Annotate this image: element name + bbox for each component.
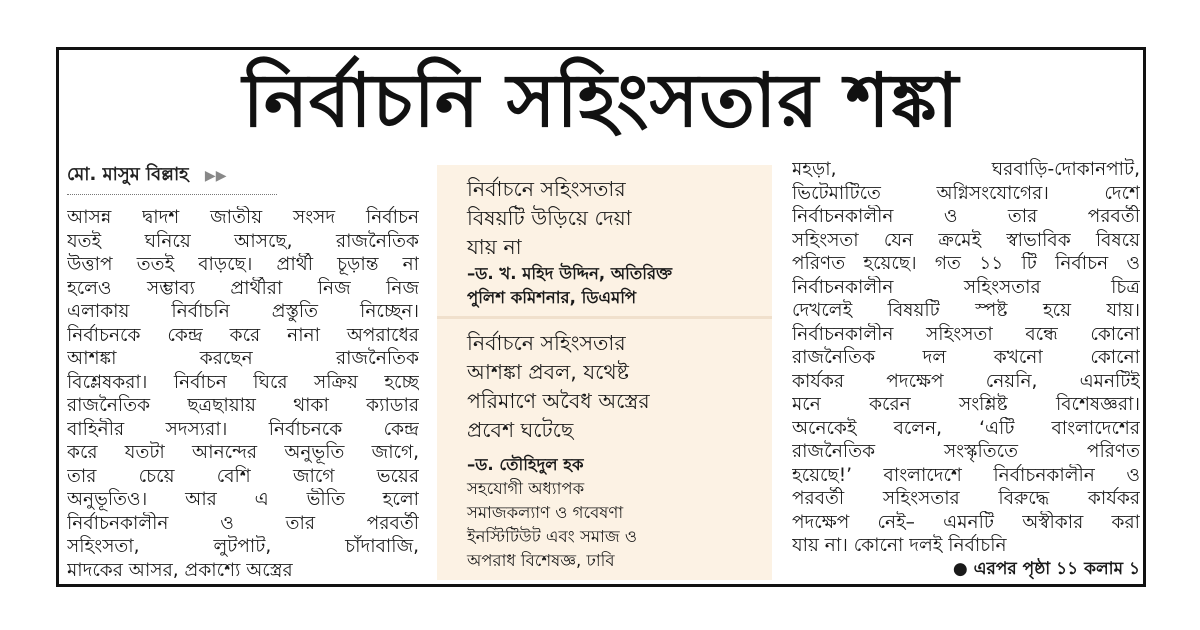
text-line: হয়েছে!’ বাংলাদেশে নির্বাচনকালীন ও <box>792 464 1140 486</box>
text-line: মাদকের আসর, প্রকাশ্যে অস্ত্রের <box>67 559 293 581</box>
text-line: নির্বাচনকালীন ও তার পরবর্তী <box>67 512 419 534</box>
text-line: আসন্ন দ্বাদশ জাতীয় সংসদ নির্বাচন <box>67 207 419 228</box>
right-column <box>792 158 1140 581</box>
quote-text: প্রবেশ ঘটেছে <box>467 418 574 442</box>
text-line: তার চেয়ে বেশি জাগে ভয়ের <box>67 465 419 487</box>
quote-role: সমাজকল্যাণ ও গবেষণা <box>467 503 624 522</box>
quote-role: সহযোগী অধ্যাপক <box>467 479 585 498</box>
text-line: অনুভূতিও। আর এ ভীতি হলো <box>67 489 419 510</box>
quote-text: আশঙ্কা প্রবল, যথেষ্ট <box>467 360 629 384</box>
quote-attribution: –ড. খ. মহিদ উদ্দিন, অতিরিক্ত <box>467 264 673 283</box>
quote-text: বিষয়টি উড়িয়ে দেয়া <box>467 206 632 230</box>
text-line: মহড়া, ঘরবাড়ি-দোকানপাট, <box>792 159 1140 180</box>
byline <box>67 160 277 195</box>
quote-role: ইনস্টিটিউট এবং সমাজ ও <box>467 527 638 546</box>
quote-text: পরিমাণে অবৈধ অস্ত্রের <box>467 389 650 413</box>
text-line: নির্বাচনকালীন ও তার পরবর্তী <box>792 206 1140 227</box>
text-line: যতই ঘনিয়ে আসছে, রাজনৈতিক <box>67 230 419 252</box>
text-line: পরবর্তী সহিংসতার বিরুদ্ধে কার্যকর <box>792 488 1140 509</box>
text-line: ভিটেমাটিতে অগ্নিসংযোগের। দেশে <box>792 182 1140 204</box>
author-name: মো. মাসুম বিল্লাহ <box>67 164 189 185</box>
pull-quote <box>437 165 772 310</box>
text-line: হলেও সম্ভাব্য প্রার্থীরা নিজ নিজ <box>67 277 419 299</box>
pull-quote <box>437 319 772 573</box>
text-line: নির্বাচনকে কেন্দ্র করে নানা অপরাধের <box>67 324 419 346</box>
quote-attribution: পুলিশ কমিশনার, ডিএমপি <box>467 288 637 307</box>
headline: নির্বাচনি সহিংসতার শঙ্কা <box>242 58 960 144</box>
quote-text: নির্বাচনে সহিংসতার <box>467 177 626 201</box>
left-column <box>67 206 419 582</box>
text-line: রাজনৈতিক দল কখনো কোনো <box>792 347 1140 368</box>
news-clipping <box>56 47 1146 587</box>
spacer <box>467 445 772 453</box>
text-line: নির্বাচনকালীন সহিংসতার চিত্র <box>792 276 1140 298</box>
text-line: দেখলেই বিষয়টি স্পষ্ট হয়ে যায়। <box>792 300 1140 321</box>
text-line: বিশ্লেষকরা। নির্বাচন ঘিরে সক্রিয় হচ্ছে <box>67 371 419 393</box>
quote-box <box>437 165 772 580</box>
text-line: পদক্ষেপ নেই– এমনটি অস্বীকার করা <box>792 511 1140 533</box>
quote-text: যায় না <box>467 235 522 259</box>
text-line: নির্বাচনকালীন সহিংসতা বন্ধে কোনো <box>792 323 1140 345</box>
text-line: আশঙ্কা করছেন রাজনৈতিক <box>67 348 419 369</box>
text-line: যায় না। কোনো দলই নির্বাচনি <box>792 535 1007 556</box>
text-line: অনেকেই বলেন, ‘এটি বাংলাদেশের <box>792 417 1140 439</box>
quote-attribution: –ড. তৌহিদুল হক <box>467 455 584 474</box>
text-line: সহিংসতা যেন ক্রমেই স্বাভাবিক বিষয়ে <box>792 229 1140 251</box>
text-line: বাহিনীর সদস্যরা। নির্বাচনকে কেন্দ্র <box>67 418 419 440</box>
quote-text: নির্বাচনে সহিংসতার <box>467 331 626 355</box>
text-line: পরিণত হয়েছে। গত ১১ টি নির্বাচন ও <box>792 253 1140 274</box>
text-line: করে যতটা আনন্দের অনুভূতি জাগে, <box>67 442 419 463</box>
text-line: সহিংসতা, লুটপাট, চাঁদাবাজি, <box>67 536 419 557</box>
text-line: উত্তাপ ততই বাড়ছে। প্রার্থী চূড়ান্ত না <box>67 254 419 275</box>
text-line: কার্যকর পদক্ষেপ নেয়নি, এমনটিই <box>792 370 1140 392</box>
text-line: এলাকায় নির্বাচনি প্রস্তুতি নিচ্ছেন। <box>67 301 419 322</box>
text-line: মনে করেন সংশ্লিষ্ট বিশেষজ্ঞরা। <box>792 394 1140 415</box>
quote-role: অপরাধ বিশেষজ্ঞ, ঢাবি <box>467 551 615 570</box>
text-line: রাজনৈতিক সংস্কৃতিতে পরিণত <box>792 441 1140 462</box>
continuation-note: ● এরপর পৃষ্ঠা ১১ কলাম ১ <box>952 558 1140 579</box>
text-line: রাজনৈতিক ছত্রছায়ায় থাকা ক্যাডার <box>67 395 419 416</box>
arrow-icon: ▶▶ <box>204 168 227 184</box>
